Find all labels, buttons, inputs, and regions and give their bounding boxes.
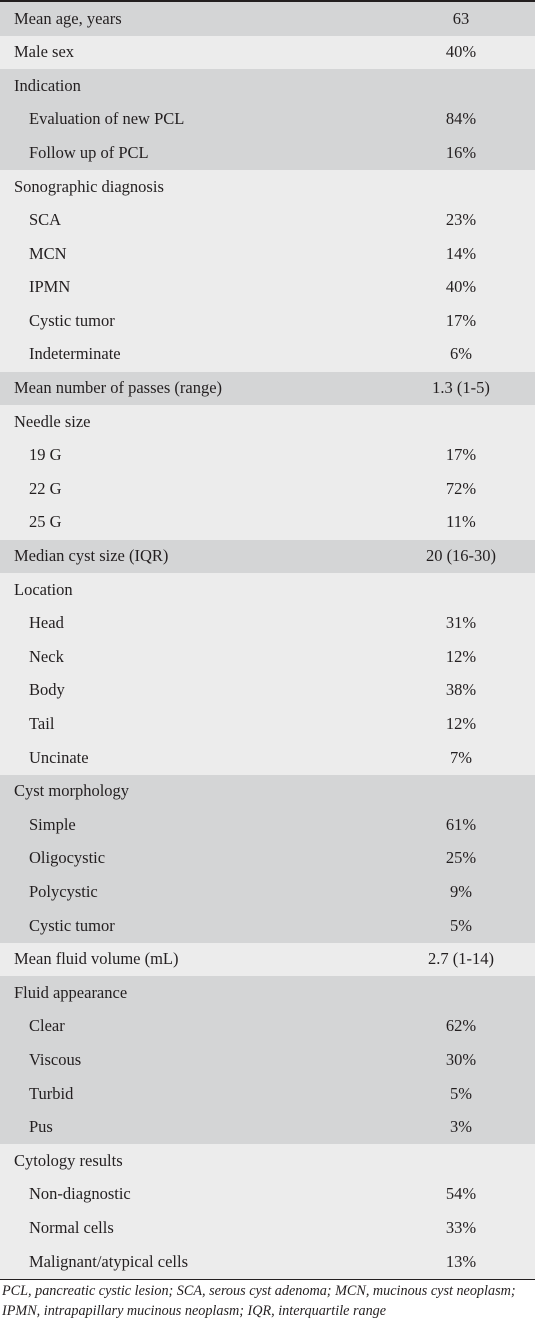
row-value: 13% <box>445 1251 477 1271</box>
row-value: 54% <box>445 1184 477 1204</box>
row-label: Fluid appearance <box>14 982 128 1002</box>
table-subrow <box>0 103 535 137</box>
row-value: 62% <box>445 1016 477 1036</box>
table-row <box>0 540 535 574</box>
row-label: Location <box>14 579 73 599</box>
table-row <box>0 943 535 977</box>
table-subrow <box>0 338 535 372</box>
row-value: 17% <box>445 310 477 330</box>
table-subrow <box>0 1111 535 1145</box>
row-label: Uncinate <box>29 747 89 767</box>
row-label: Cystic tumor <box>29 310 115 330</box>
row-label: Oligocystic <box>29 848 106 868</box>
row-label: 22 G <box>29 478 62 498</box>
table-row <box>0 405 535 439</box>
row-label: Mean age, years <box>14 8 122 28</box>
table-subrow <box>0 472 535 506</box>
row-value: 20 (16-30) <box>425 546 497 566</box>
table-row <box>0 1144 535 1178</box>
row-value: 61% <box>445 814 477 834</box>
table-row <box>0 775 535 809</box>
row-value: 6% <box>450 344 472 364</box>
row-value: 63 <box>452 8 470 28</box>
table-subrow <box>0 136 535 170</box>
row-label: Clear <box>29 1016 65 1036</box>
row-value: 84% <box>445 109 477 129</box>
table-subrow <box>0 875 535 909</box>
row-label: Viscous <box>29 1049 82 1069</box>
row-label: Cyst morphology <box>14 781 130 801</box>
row-value: 16% <box>445 142 477 162</box>
row-label: Malignant/atypical cells <box>29 1251 188 1271</box>
row-label: Head <box>29 613 64 633</box>
row-value: 12% <box>445 714 477 734</box>
table-subrow <box>0 1245 535 1279</box>
table-row <box>0 36 535 70</box>
row-value: 14% <box>445 243 477 263</box>
row-label: Mean fluid volume (mL) <box>14 949 179 969</box>
table-subrow <box>0 1211 535 1245</box>
table-subrow <box>0 1043 535 1077</box>
table-subrow <box>0 439 535 473</box>
row-label: Mean number of passes (range) <box>14 378 223 398</box>
row-value: 33% <box>445 1217 477 1237</box>
table-row <box>0 2 535 36</box>
row-value: 72% <box>445 478 477 498</box>
table-subrow <box>0 607 535 641</box>
row-label: Neck <box>29 646 64 666</box>
table-subrow <box>0 1077 535 1111</box>
row-value: 7% <box>450 747 472 767</box>
row-label: Polycystic <box>29 881 98 901</box>
row-value: 5% <box>450 1083 472 1103</box>
table-subrow <box>0 271 535 305</box>
row-value: 9% <box>450 881 472 901</box>
row-value: 40% <box>445 277 477 297</box>
row-value: 30% <box>445 1049 477 1069</box>
table-subrow <box>0 741 535 775</box>
row-value: 40% <box>445 42 477 62</box>
row-label: Needle size <box>14 411 91 431</box>
row-label: Sonographic diagnosis <box>14 176 164 196</box>
table-footnote: PCL, pancreatic cystic lesion; SCA, serous cyst adenoma; MCN, mucinous cyst neoplasm; IPMN, intrapapillary mucinous neoplasm; IQR, interquartile range <box>2 1282 516 1319</box>
row-value: 2.7 (1-14) <box>428 949 494 969</box>
table-subrow <box>0 842 535 876</box>
table-subrow <box>0 1010 535 1044</box>
table-subrow <box>0 640 535 674</box>
row-label: IPMN <box>29 277 71 297</box>
row-label: Pus <box>29 1117 53 1137</box>
row-label: Cytology results <box>14 1150 123 1170</box>
row-value: 38% <box>445 680 477 700</box>
table-subrow <box>0 707 535 741</box>
row-value: 11% <box>446 512 476 532</box>
table-row <box>0 69 535 103</box>
table-row <box>0 170 535 204</box>
row-label: Simple <box>29 814 76 834</box>
table-subrow <box>0 204 535 238</box>
row-label: Tail <box>29 714 55 734</box>
row-label: Indeterminate <box>29 344 121 364</box>
row-label: Normal cells <box>29 1217 114 1237</box>
table-subrow <box>0 808 535 842</box>
row-label: Follow up of PCL <box>29 142 149 162</box>
row-value: 17% <box>445 445 477 465</box>
row-label: Indication <box>14 75 81 95</box>
table-row <box>0 976 535 1010</box>
row-label: Evaluation of new PCL <box>29 109 185 129</box>
row-label: Male sex <box>14 42 75 62</box>
row-value: 25% <box>445 848 477 868</box>
table-row <box>0 573 535 607</box>
row-label: Non-diagnostic <box>29 1184 131 1204</box>
row-label: Turbid <box>29 1083 74 1103</box>
table-subrow <box>0 674 535 708</box>
table-subrow <box>0 304 535 338</box>
row-value: 1.3 (1-5) <box>432 378 490 398</box>
row-value: 3% <box>450 1117 472 1137</box>
row-value: 12% <box>445 646 477 666</box>
row-label: SCA <box>29 210 62 230</box>
row-value: 23% <box>445 210 477 230</box>
table-subrow <box>0 909 535 943</box>
row-label: MCN <box>29 243 67 263</box>
table-subrow <box>0 237 535 271</box>
table-body <box>0 2 535 1279</box>
table-row <box>0 372 535 406</box>
row-value: 31% <box>445 613 477 633</box>
table-subrow <box>0 506 535 540</box>
row-label: Cystic tumor <box>29 915 115 935</box>
row-label: 19 G <box>29 445 62 465</box>
row-label: Body <box>29 680 65 700</box>
row-label: 25 G <box>29 512 62 532</box>
table-subrow <box>0 1178 535 1212</box>
row-value: 5% <box>450 915 472 935</box>
row-label: Median cyst size (IQR) <box>14 546 169 566</box>
